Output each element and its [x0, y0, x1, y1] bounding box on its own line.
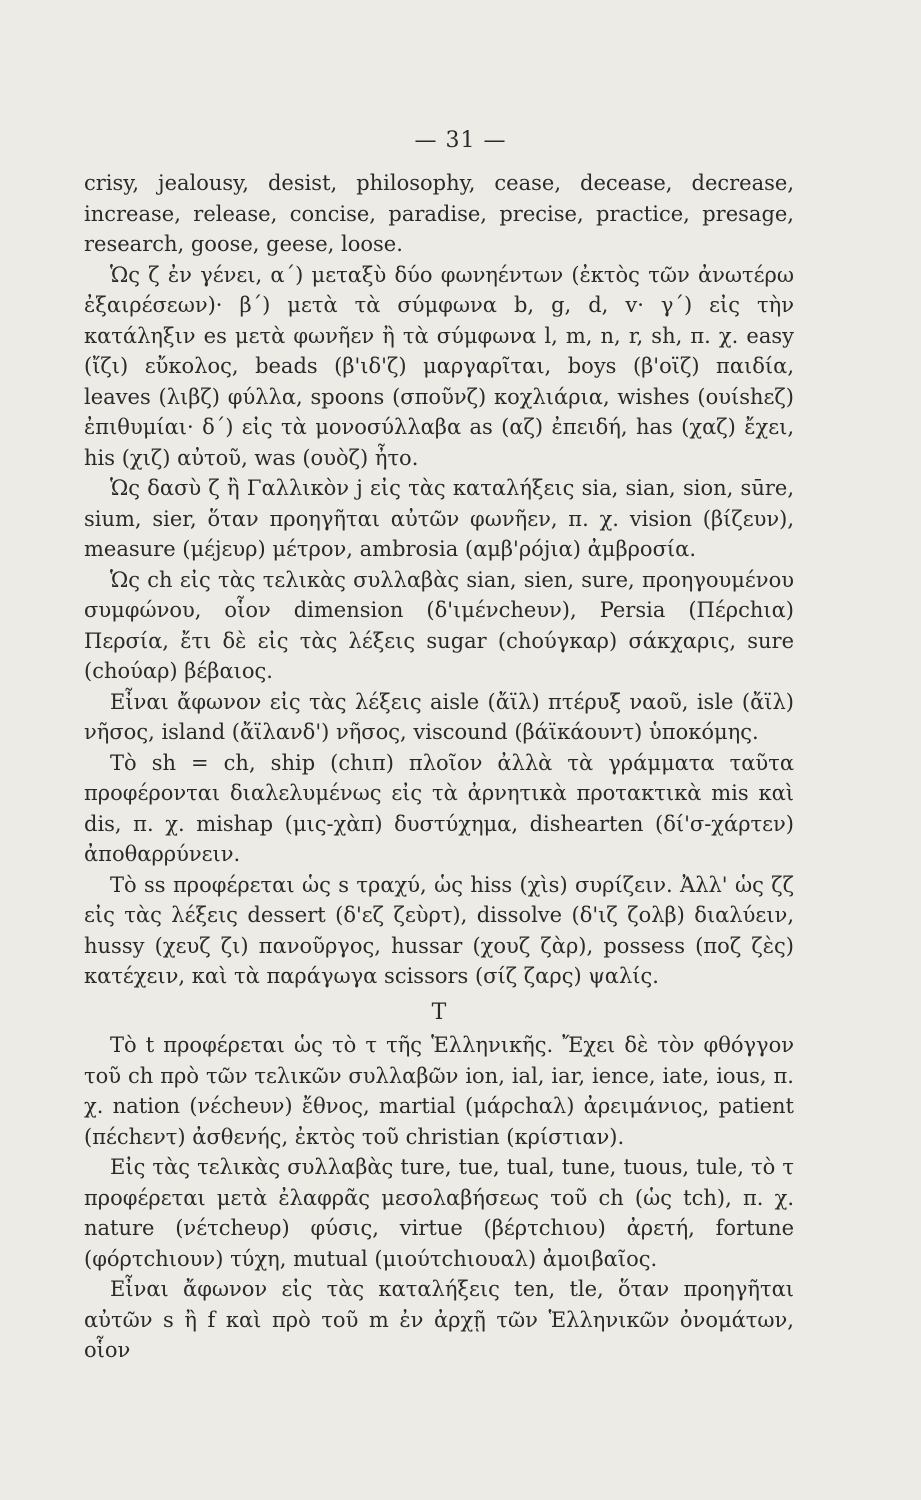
- section-heading-t: T: [431, 999, 447, 1025]
- body-text: [84, 168, 794, 1366]
- paragraph-z-french-j: Ὡς δασὺ ζ ἢ Γαλλικὸν j εἰς τὰς καταλήξεις sia, sian, sion, sūre, sium, sier, ὅταν προηγῆται αὐτῶν φωνῆεν, π. χ. vision (βίζευν), measure (μέjευρ) μέτρον, ambrosia (αμβ'ρόjια) ἀμβροσία.: [84, 476, 794, 561]
- paragraph-silent-s: Εἶναι ἄφωνον εἰς τὰς λέξεις aisle (ἄϊλ) πτέρυξ ναοῦ, isle (ἄϊλ) νῆσος, island (ἄϊλανδ') νῆσος, viscound (βάϊκάουντ) ὑποκόμης.: [84, 689, 794, 744]
- paragraph-continuation: crisy, jealousy, desist, philosophy, cease, decease, decrease, increase, release, concise, paradise, precise, practice, presage, research, goose, geese, loose.: [84, 171, 794, 256]
- paragraph-z-general: Ὡς ζ ἐν γένει, α΄) μεταξὺ δύο φωνηέντων (ἐκτὸς τῶν ἀνωτέρω ἐξαιρέσεων)· β΄) μετὰ τὰ σύμφωνα b, g, d, v· γ΄) εἰς τὴν κατάληξιν es μετὰ φωνῆεν ἢ τὰ σύμφωνα l, m, n, r, sh, π. χ. easy (ἴζι) εὔκολος, beads (β'ιδ'ζ) μαργαρῖται, boys (β'οϊζ) παιδία, leaves (λιβζ) φύλλα, spoons (σποῦνζ) κοχλιάρια, wishes (ουίshεζ) ἐπιθυμίαι· δ΄) εἰς τὰ μονοσύλλαβα as (αζ) ἐπειδή, has (χαζ) ἔχει, his (χιζ) αὐτοῦ, was (ουὸζ) ἦτο.: [84, 262, 794, 470]
- page-number: — 31 —: [414, 128, 507, 153]
- paragraph-ch-endings: Ὡς ch εἰς τὰς τελικὰς συλλαβὰς sian, sien, sure, προηγουμένου συμφώνου, οἷον dimension (δ'ιμένcheυν), Persia (Πέρchια) Περσία, ἔτι δὲ εἰς τὰς λέξεις sugar (choύγκαρ) σάκχαρις, sure (choύαρ) βέβαιος.: [84, 567, 794, 683]
- paragraph-t-general: Τὸ t προφέρεται ὡς τὸ τ τῆς Ἑλληνικῆς. Ἔχει δὲ τὸν φθόγγον τοῦ ch πρὸ τῶν τελικῶν συλλαβῶν ion, ial, iar, ience, iate, ious, π. χ. nation (νέcheυν) ἔθνος, martial (μάρchαλ) ἀρειμάνιος, patient (πέchεντ) ἀσθενής, ἐκτὸς τοῦ christian (κρίστιαν).: [84, 1033, 794, 1149]
- paragraph-t-endings: Εἰς τὰς τελικὰς συλλαβὰς ture, tue, tual, tune, tuous, tule, τὸ τ προφέρεται μετὰ ἐλαφρᾶς μεσολαβήσεως τοῦ ch (ὡς tch), π. χ. nature (νέτcheυρ) φύσις, virtue (βέρτchιου) ἀρετή, fortune (φόρτchιουν) τύχη, mutual (μιούτchιουαλ) ἀμοιβαῖος.: [84, 1155, 794, 1271]
- paragraph-t-silent: Εἶναι ἄφωνον εἰς τὰς καταλήξεις ten, tle, ὅταν προηγῆται αὐτῶν s ἢ f καὶ πρὸ τοῦ m ἐν ἀρχῇ τῶν Ἑλληνικῶν ὀνομάτων, οἷον: [84, 1277, 794, 1362]
- paragraph-ss: Τὸ ss προφέρεται ὡς s τραχύ, ὡς hiss (χὶs) συρίζειν. Ἀλλ' ὡς ζζ εἰς τὰς λέξεις dessert (δ'εζ ζεὺρτ), dissolve (δ'ιζ ζολβ) διαλύειν, hussy (χευζ ζι) πανοῦργος, hussar (χουζ ζὰρ), possess (ποζ ζὲς) κατέχειν, καὶ τὰ παράγωγα scissors (σίζ ζαρς) ψαλίς.: [84, 872, 794, 988]
- paragraph-sh: Τὸ sh = ch, ship (chιπ) πλοῖον ἀλλὰ τὰ γράμματα ταῦτα προφέρονται διαλελυμένως εἰς τὰ ἀρνητικὰ προτακτικὰ mis καὶ dis, π. χ. mishap (μις-χὰπ) δυστύχημα, dishearten (δί'σ-χάρτεν) ἀποθαρρύνειν.: [84, 750, 794, 866]
